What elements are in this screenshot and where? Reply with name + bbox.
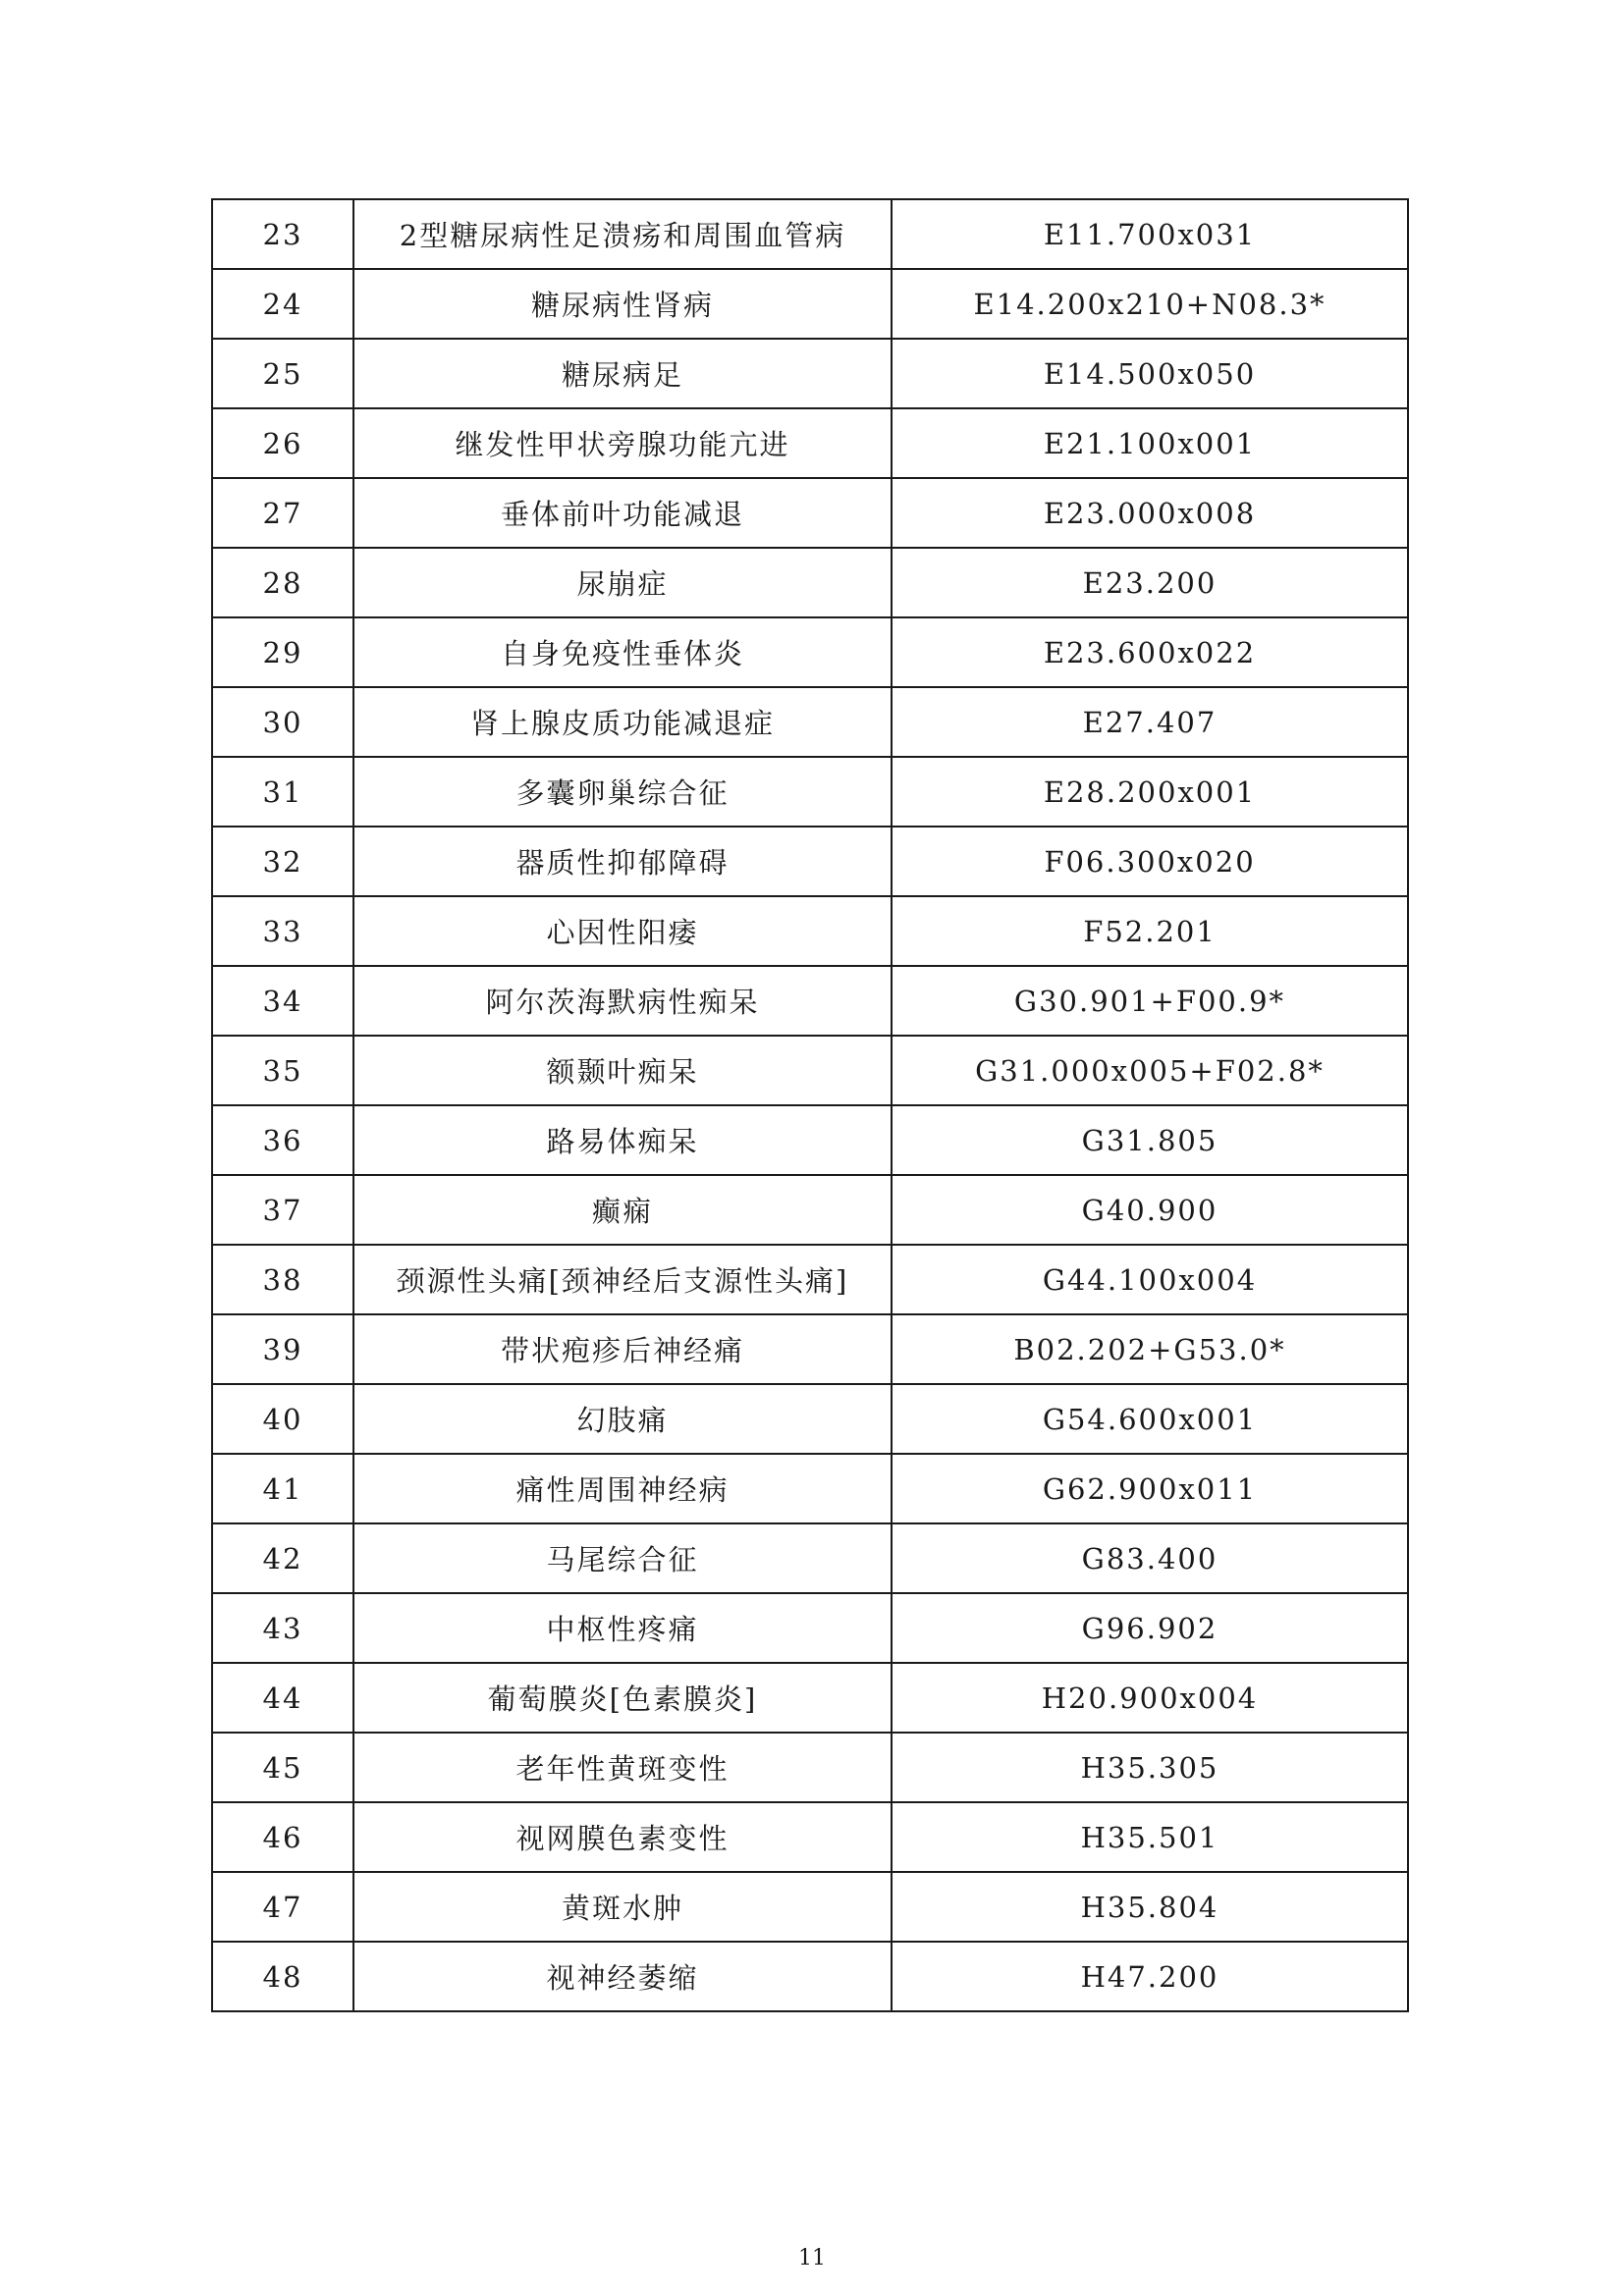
table-row (212, 966, 1408, 1036)
table-row (212, 687, 1408, 757)
row-number: 43 (212, 1593, 353, 1663)
table-row (212, 1036, 1408, 1105)
table-row (212, 339, 1408, 408)
row-number: 38 (212, 1245, 353, 1314)
row-number: 34 (212, 966, 353, 1036)
row-number: 30 (212, 687, 353, 757)
table-row (212, 617, 1408, 687)
diagnosis-code: H35.804 (892, 1872, 1408, 1942)
diagnosis-code: G40.900 (892, 1175, 1408, 1245)
diagnosis-code: E23.600x022 (892, 617, 1408, 687)
disease-name: 葡萄膜炎[色素膜炎] (353, 1663, 892, 1733)
row-number: 48 (212, 1942, 353, 2011)
disease-name: 颈源性头痛[颈神经后支源性头痛] (353, 1245, 892, 1314)
row-number: 44 (212, 1663, 353, 1733)
diagnosis-code: G31.805 (892, 1105, 1408, 1175)
disease-name: 癫痫 (353, 1175, 892, 1245)
diagnosis-code: H20.900x004 (892, 1663, 1408, 1733)
row-number: 27 (212, 478, 353, 548)
diagnosis-code: F52.201 (892, 896, 1408, 966)
row-number: 40 (212, 1384, 353, 1454)
row-number: 36 (212, 1105, 353, 1175)
row-number: 45 (212, 1733, 353, 1802)
table-row (212, 1733, 1408, 1802)
diagnosis-code: G96.902 (892, 1593, 1408, 1663)
diagnosis-code: G54.600x001 (892, 1384, 1408, 1454)
diagnosis-code: H47.200 (892, 1942, 1408, 2011)
row-number: 31 (212, 757, 353, 827)
diagnosis-code: G44.100x004 (892, 1245, 1408, 1314)
table-row (212, 1663, 1408, 1733)
diagnosis-code: E14.500x050 (892, 339, 1408, 408)
row-number: 41 (212, 1454, 353, 1523)
disease-name: 2型糖尿病性足溃疡和周围血管病 (353, 199, 892, 269)
table-row (212, 1942, 1408, 2011)
table-row (212, 199, 1408, 269)
row-number: 47 (212, 1872, 353, 1942)
row-number: 46 (212, 1802, 353, 1872)
row-number: 25 (212, 339, 353, 408)
disease-code-table (211, 198, 1409, 2012)
disease-name: 马尾综合征 (353, 1523, 892, 1593)
diagnosis-code: G30.901+F00.9* (892, 966, 1408, 1036)
disease-name: 器质性抑郁障碍 (353, 827, 892, 896)
table-body (212, 199, 1408, 2011)
row-number: 42 (212, 1523, 353, 1593)
disease-name: 中枢性疼痛 (353, 1593, 892, 1663)
table-row (212, 1872, 1408, 1942)
diagnosis-code: H35.501 (892, 1802, 1408, 1872)
disease-name: 肾上腺皮质功能减退症 (353, 687, 892, 757)
table-row (212, 1802, 1408, 1872)
table-row (212, 1175, 1408, 1245)
diagnosis-code: H35.305 (892, 1733, 1408, 1802)
table-row (212, 1314, 1408, 1384)
diagnosis-code: F06.300x020 (892, 827, 1408, 896)
table-row (212, 896, 1408, 966)
disease-name: 老年性黄斑变性 (353, 1733, 892, 1802)
table-row (212, 408, 1408, 478)
diagnosis-code: E11.700x031 (892, 199, 1408, 269)
disease-name: 路易体痴呆 (353, 1105, 892, 1175)
disease-name: 心因性阳痿 (353, 896, 892, 966)
diagnosis-code: G62.900x011 (892, 1454, 1408, 1523)
table-row (212, 548, 1408, 617)
diagnosis-code: G31.000x005+F02.8* (892, 1036, 1408, 1105)
disease-name: 糖尿病足 (353, 339, 892, 408)
disease-name: 额颞叶痴呆 (353, 1036, 892, 1105)
table-row (212, 757, 1408, 827)
table-row (212, 478, 1408, 548)
disease-name: 视神经萎缩 (353, 1942, 892, 2011)
table-row (212, 1384, 1408, 1454)
diagnosis-code: E28.200x001 (892, 757, 1408, 827)
diagnosis-code: E21.100x001 (892, 408, 1408, 478)
diagnosis-code: G83.400 (892, 1523, 1408, 1593)
page-number: 11 (798, 2246, 826, 2270)
disease-name: 视网膜色素变性 (353, 1802, 892, 1872)
disease-name: 阿尔茨海默病性痴呆 (353, 966, 892, 1036)
row-number: 24 (212, 269, 353, 339)
disease-name: 痛性周围神经病 (353, 1454, 892, 1523)
table-row (212, 1523, 1408, 1593)
disease-name: 黄斑水肿 (353, 1872, 892, 1942)
table-row (212, 1105, 1408, 1175)
table-row (212, 1454, 1408, 1523)
disease-name: 糖尿病性肾病 (353, 269, 892, 339)
disease-name: 继发性甲状旁腺功能亢进 (353, 408, 892, 478)
disease-name: 尿崩症 (353, 548, 892, 617)
diagnosis-code: E14.200x210+N08.3* (892, 269, 1408, 339)
row-number: 33 (212, 896, 353, 966)
table-row (212, 1245, 1408, 1314)
row-number: 28 (212, 548, 353, 617)
row-number: 35 (212, 1036, 353, 1105)
row-number: 39 (212, 1314, 353, 1384)
table-row (212, 269, 1408, 339)
diagnosis-code: E23.000x008 (892, 478, 1408, 548)
diagnosis-code: B02.202+G53.0* (892, 1314, 1408, 1384)
diagnosis-code: E27.407 (892, 687, 1408, 757)
disease-name: 多囊卵巢综合征 (353, 757, 892, 827)
row-number: 26 (212, 408, 353, 478)
row-number: 29 (212, 617, 353, 687)
table-row (212, 827, 1408, 896)
table-row (212, 1593, 1408, 1663)
disease-name: 垂体前叶功能减退 (353, 478, 892, 548)
diagnosis-code: E23.200 (892, 548, 1408, 617)
row-number: 23 (212, 199, 353, 269)
row-number: 37 (212, 1175, 353, 1245)
disease-name: 幻肢痛 (353, 1384, 892, 1454)
disease-name: 带状疱疹后神经痛 (353, 1314, 892, 1384)
row-number: 32 (212, 827, 353, 896)
disease-name: 自身免疫性垂体炎 (353, 617, 892, 687)
